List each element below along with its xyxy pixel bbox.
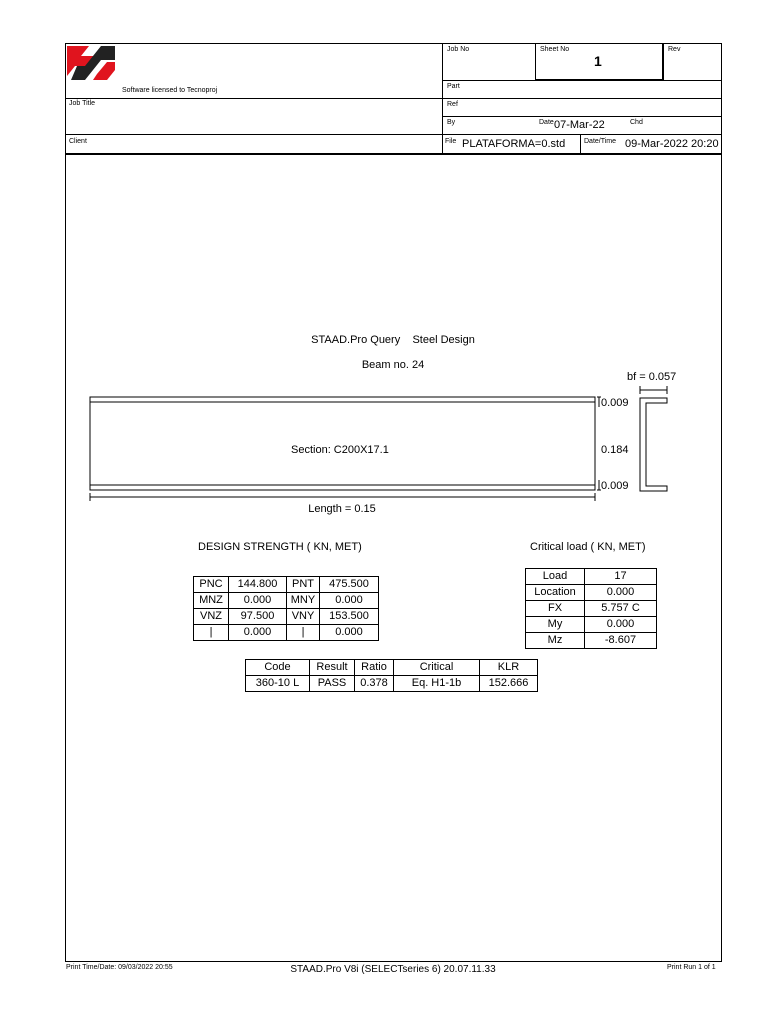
datetime-label: Date/Time	[584, 138, 617, 145]
table-cell: 152.666	[480, 676, 538, 692]
table-cell: My	[526, 617, 585, 633]
table-cell: VNY	[287, 609, 320, 625]
client-label: Client	[69, 138, 87, 145]
section-label: Section: C200X17.1	[291, 444, 389, 456]
rev-label: Rev	[668, 46, 681, 53]
chd-label: Chd	[630, 119, 643, 126]
table-row	[526, 601, 657, 617]
table-cell: Mz	[526, 633, 585, 649]
table-row	[526, 633, 657, 649]
table-row	[526, 617, 657, 633]
table-cell: 0.000	[229, 593, 287, 609]
date-value: 07-Mar-22	[554, 119, 605, 131]
company-logo	[67, 46, 117, 82]
table-row	[194, 625, 379, 641]
table-row	[526, 585, 657, 601]
table-cell: MNY	[287, 593, 320, 609]
job-title-label: Job Title	[69, 100, 96, 107]
table-header: Critical	[394, 660, 480, 676]
header-divider	[65, 134, 722, 135]
table-cell: 360-10 L	[246, 676, 310, 692]
header-divider	[663, 43, 664, 80]
table-row	[246, 660, 538, 676]
table-cell: 144.800	[229, 577, 287, 593]
sheet-no-value: 1	[594, 53, 602, 69]
table-row	[526, 569, 657, 585]
table-header: Ratio	[355, 660, 394, 676]
table-cell: -8.607	[585, 633, 657, 649]
by-label: By	[447, 119, 456, 126]
query-title: STAAD.Pro Query Steel Design	[311, 334, 475, 346]
header-divider	[65, 153, 722, 155]
table-cell: Location	[526, 585, 585, 601]
table-cell: Load	[526, 569, 585, 585]
header-divider	[442, 116, 722, 117]
critical-load-title: Critical load ( KN, MET)	[530, 541, 646, 553]
table-cell: 0.000	[229, 625, 287, 641]
print-run: Print Run 1 of 1	[667, 964, 716, 971]
table-cell: 0.000	[320, 625, 379, 641]
header-divider	[580, 134, 581, 153]
table-cell: 475.500	[320, 577, 379, 593]
table-cell: 153.500	[320, 609, 379, 625]
table-header: Code	[246, 660, 310, 676]
table-cell: MNZ	[194, 593, 229, 609]
datetime-value: 09-Mar-2022 20:20	[625, 138, 719, 150]
table-cell: 0.000	[585, 617, 657, 633]
dim-top-flange: 0.009	[601, 397, 629, 409]
result-table	[245, 659, 538, 692]
table-cell: 0.000	[320, 593, 379, 609]
table-cell: 17	[585, 569, 657, 585]
table-cell: 5.757 C	[585, 601, 657, 617]
file-value: PLATAFORMA=0.std	[462, 138, 566, 150]
ref-label: Ref	[447, 101, 458, 108]
table-cell: 0.000	[585, 585, 657, 601]
bf-label: bf = 0.057	[627, 371, 677, 383]
table-cell: VNZ	[194, 609, 229, 625]
table-row	[194, 577, 379, 593]
design-strength-title: DESIGN STRENGTH ( KN, MET)	[198, 541, 362, 553]
table-cell: PNC	[194, 577, 229, 593]
print-time: Print Time/Date: 09/03/2022 20:55	[66, 964, 173, 971]
software-version: STAAD.Pro V8i (SELECTseries 6) 20.07.11.33	[290, 964, 496, 975]
design-strength-table	[193, 576, 379, 641]
table-header: KLR	[480, 660, 538, 676]
date-label: Date	[539, 119, 554, 126]
table-row	[194, 593, 379, 609]
length-label: Length = 0.15	[308, 503, 376, 515]
table-cell: |	[194, 625, 229, 641]
sheet-no-label: Sheet No	[540, 46, 570, 53]
table-cell: PASS	[310, 676, 355, 692]
table-cell: 97.500	[229, 609, 287, 625]
critical-load-table	[525, 568, 657, 649]
table-cell: PNT	[287, 577, 320, 593]
beam-number: Beam no. 24	[361, 359, 425, 371]
licensed-text: Software licensed to Tecnoproj	[122, 87, 218, 94]
header-divider	[442, 80, 722, 81]
header-divider	[65, 98, 722, 99]
table-cell: |	[287, 625, 320, 641]
file-label: File	[445, 138, 457, 145]
table-cell: 0.378	[355, 676, 394, 692]
part-label: Part	[447, 83, 460, 90]
header-divider	[442, 43, 443, 153]
job-no-label: Job No	[447, 46, 470, 53]
dim-bottom-flange: 0.009	[601, 480, 629, 492]
table-cell: FX	[526, 601, 585, 617]
table-cell: Eq. H1-1b	[394, 676, 480, 692]
table-header: Result	[310, 660, 355, 676]
dim-depth: 0.184	[601, 444, 629, 456]
table-row	[194, 609, 379, 625]
table-row	[246, 676, 538, 692]
